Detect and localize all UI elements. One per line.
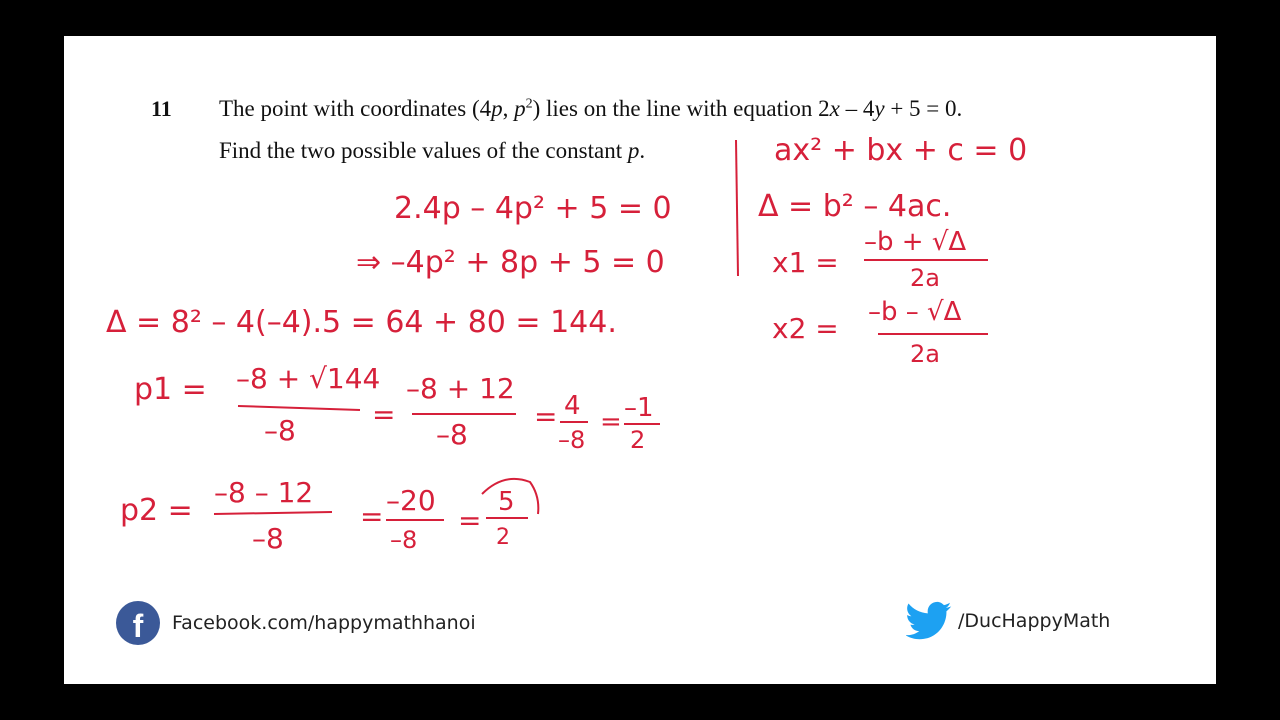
question-var: p — [491, 96, 503, 121]
hw-p2-den2: –8 — [390, 526, 418, 554]
hw-equals: = — [600, 407, 622, 437]
question-text: , — [502, 96, 515, 121]
hw-p1-num4: –1 — [624, 393, 654, 423]
hw-p2-num3: 5 — [498, 487, 515, 517]
twitter-icon — [906, 601, 952, 641]
hw-divider-line — [736, 140, 738, 276]
question-exponent: 2 — [525, 96, 533, 112]
question-number: 11 — [151, 96, 172, 121]
hw-x2-num: –b – √Δ — [868, 297, 962, 327]
question-var: p — [627, 138, 640, 163]
question-text: The point with coordinates (4 — [219, 96, 492, 121]
question-var: y — [874, 96, 885, 121]
hw-p2-label: p2 = — [120, 493, 193, 528]
question-text: . — [639, 138, 646, 163]
hw-p1-num2: –8 + 12 — [406, 372, 515, 405]
hw-discriminant: Δ = 8² – 4(–4).5 = 64 + 80 = 144. — [106, 305, 617, 340]
hw-p2-den: –8 — [252, 522, 284, 555]
question-var: x — [829, 96, 840, 121]
twitter-link-text: /DucHappyMath — [958, 610, 1111, 632]
hw-fraction-bar — [214, 512, 332, 514]
hw-p1-den4: 2 — [630, 426, 646, 454]
hw-equation-1: 2.4p – 4p² + 5 = 0 — [394, 191, 672, 226]
question-text: – 4 — [839, 96, 875, 121]
question-var: p — [514, 96, 526, 121]
facebook-link[interactable] — [116, 601, 476, 645]
question-text: ) lies on the line with equation 2 — [532, 96, 830, 121]
hw-x1-den: 2a — [910, 264, 940, 292]
question-text: Find the two possible values of the constant — [219, 138, 628, 163]
hw-p2-num2: –20 — [386, 484, 436, 517]
hw-fraction-bar — [238, 406, 360, 410]
hw-discriminant-formula: Δ = b² – 4ac. — [758, 189, 952, 224]
slide-page — [64, 36, 1216, 684]
hw-equals: = — [534, 400, 558, 433]
hw-quadratic-formula: ax² + bx + c = 0 — [774, 133, 1028, 168]
hw-equals: = — [372, 398, 396, 431]
hw-p1-num3: 4 — [564, 391, 581, 421]
hw-p1-den3: –8 — [558, 426, 586, 454]
hw-p2-den3: 2 — [496, 525, 510, 550]
hw-equals: = — [458, 504, 482, 537]
hw-p1-label: p1 = — [134, 372, 207, 407]
hw-p1-num: –8 + √144 — [236, 362, 381, 395]
hw-p2-num: –8 – 12 — [214, 476, 314, 509]
hw-p1-den: –8 — [264, 414, 296, 447]
hw-equals: = — [360, 500, 384, 533]
hw-p1-den2: –8 — [436, 418, 468, 451]
hw-equation-2: ⇒ –4p² + 8p + 5 = 0 — [356, 245, 665, 280]
question-text: + 5 = 0. — [884, 96, 963, 121]
twitter-link[interactable] — [906, 601, 1110, 641]
hw-x1-label: x1 = — [772, 246, 839, 279]
hw-x2-label: x2 = — [772, 312, 839, 345]
facebook-icon: f — [116, 601, 160, 645]
facebook-link-text: Facebook.com/happymathhanoi — [172, 612, 476, 634]
hw-x2-den: 2a — [910, 340, 940, 368]
hw-x1-num: –b + √Δ — [864, 227, 967, 257]
handwriting-layer — [64, 36, 1216, 684]
